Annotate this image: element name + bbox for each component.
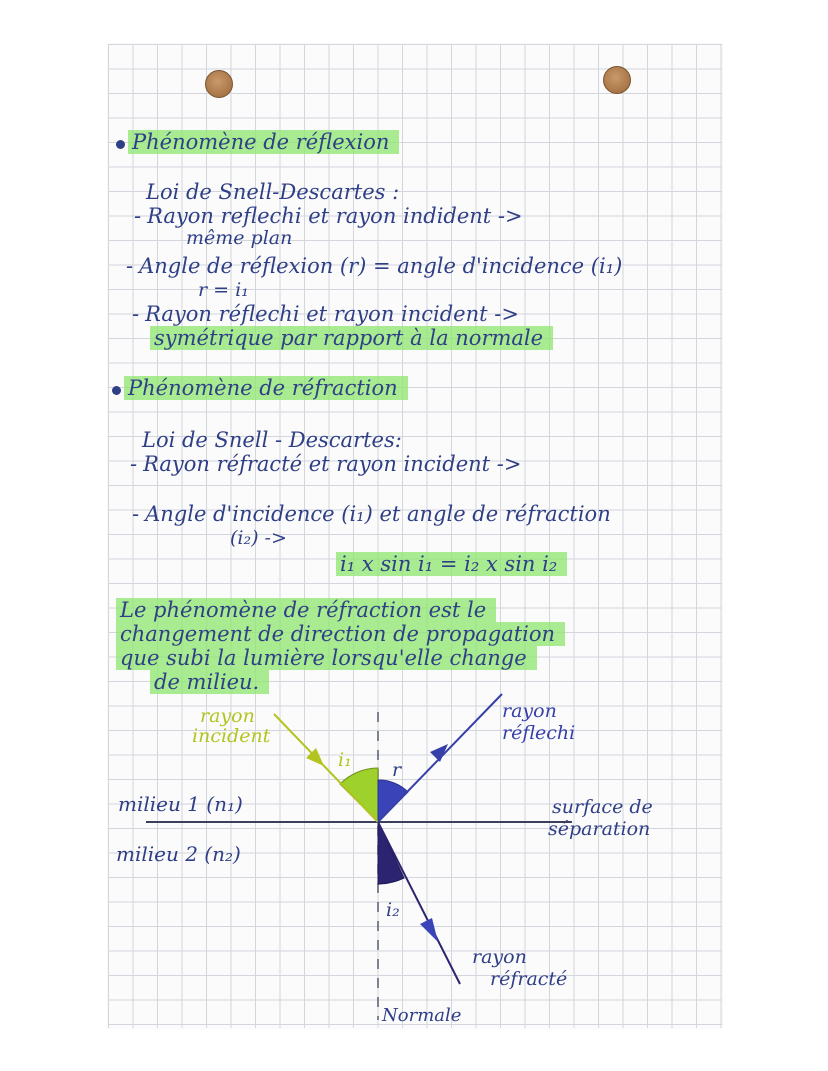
label-normal: Normale [382, 1005, 462, 1026]
section1-item-1b: même plan [186, 227, 293, 249]
angle-i1-wedge [340, 768, 378, 822]
section1-item-2: - Angle de réflexion (r) = angle d'incidence (i₁) [126, 254, 623, 278]
label-angle-i2: i₂ [386, 899, 400, 921]
label-medium-2: milieu 2 (n₂) [116, 842, 241, 866]
refraction-formula: i₁ x sin i₁ = i₂ x sin i₂ [336, 552, 567, 576]
incident-ray [274, 714, 378, 822]
refraction-definition: Le phénomène de réfraction est le changement de direction de propagation que subi la lumière lorsqu'elle change de milieu. [116, 598, 565, 694]
refracted-ray-arrow [420, 918, 438, 942]
label-incident-ray: rayon incident [192, 705, 271, 747]
label-surface: surface de séparation [548, 796, 653, 840]
label-reflected-ray: rayon réflechi [502, 700, 576, 744]
label-refracted-ray: rayon réfracté [472, 946, 568, 990]
label-angle-i1: i₁ [338, 749, 352, 771]
label-medium-1: milieu 1 (n₁) [118, 792, 243, 816]
section1-item-2b: r = i₁ [198, 279, 249, 301]
section2-title: Phénomène de réfraction [124, 376, 408, 400]
angle-r-wedge [378, 780, 408, 822]
section2-item-2b: (i₂) -> [230, 527, 287, 549]
section1-item-1: - Rayon reflechi et rayon indident -> [134, 204, 523, 228]
section2-item-2: - Angle d'incidence (i₁) et angle de réfraction [132, 502, 611, 526]
section1-item-3: - Rayon réflechi et rayon incident -> [132, 302, 519, 326]
section2-law-title: Loi de Snell - Descartes: [142, 428, 402, 452]
section1-title: Phénomène de réflexion [128, 130, 399, 154]
section1-item-3b: symétrique par rapport à la normale [150, 326, 553, 350]
label-angle-r: r [392, 759, 402, 781]
section2-item-1: - Rayon réfracté et rayon incident -> [130, 452, 522, 476]
section1-law-title: Loi de Snell-Descartes : [146, 180, 400, 204]
